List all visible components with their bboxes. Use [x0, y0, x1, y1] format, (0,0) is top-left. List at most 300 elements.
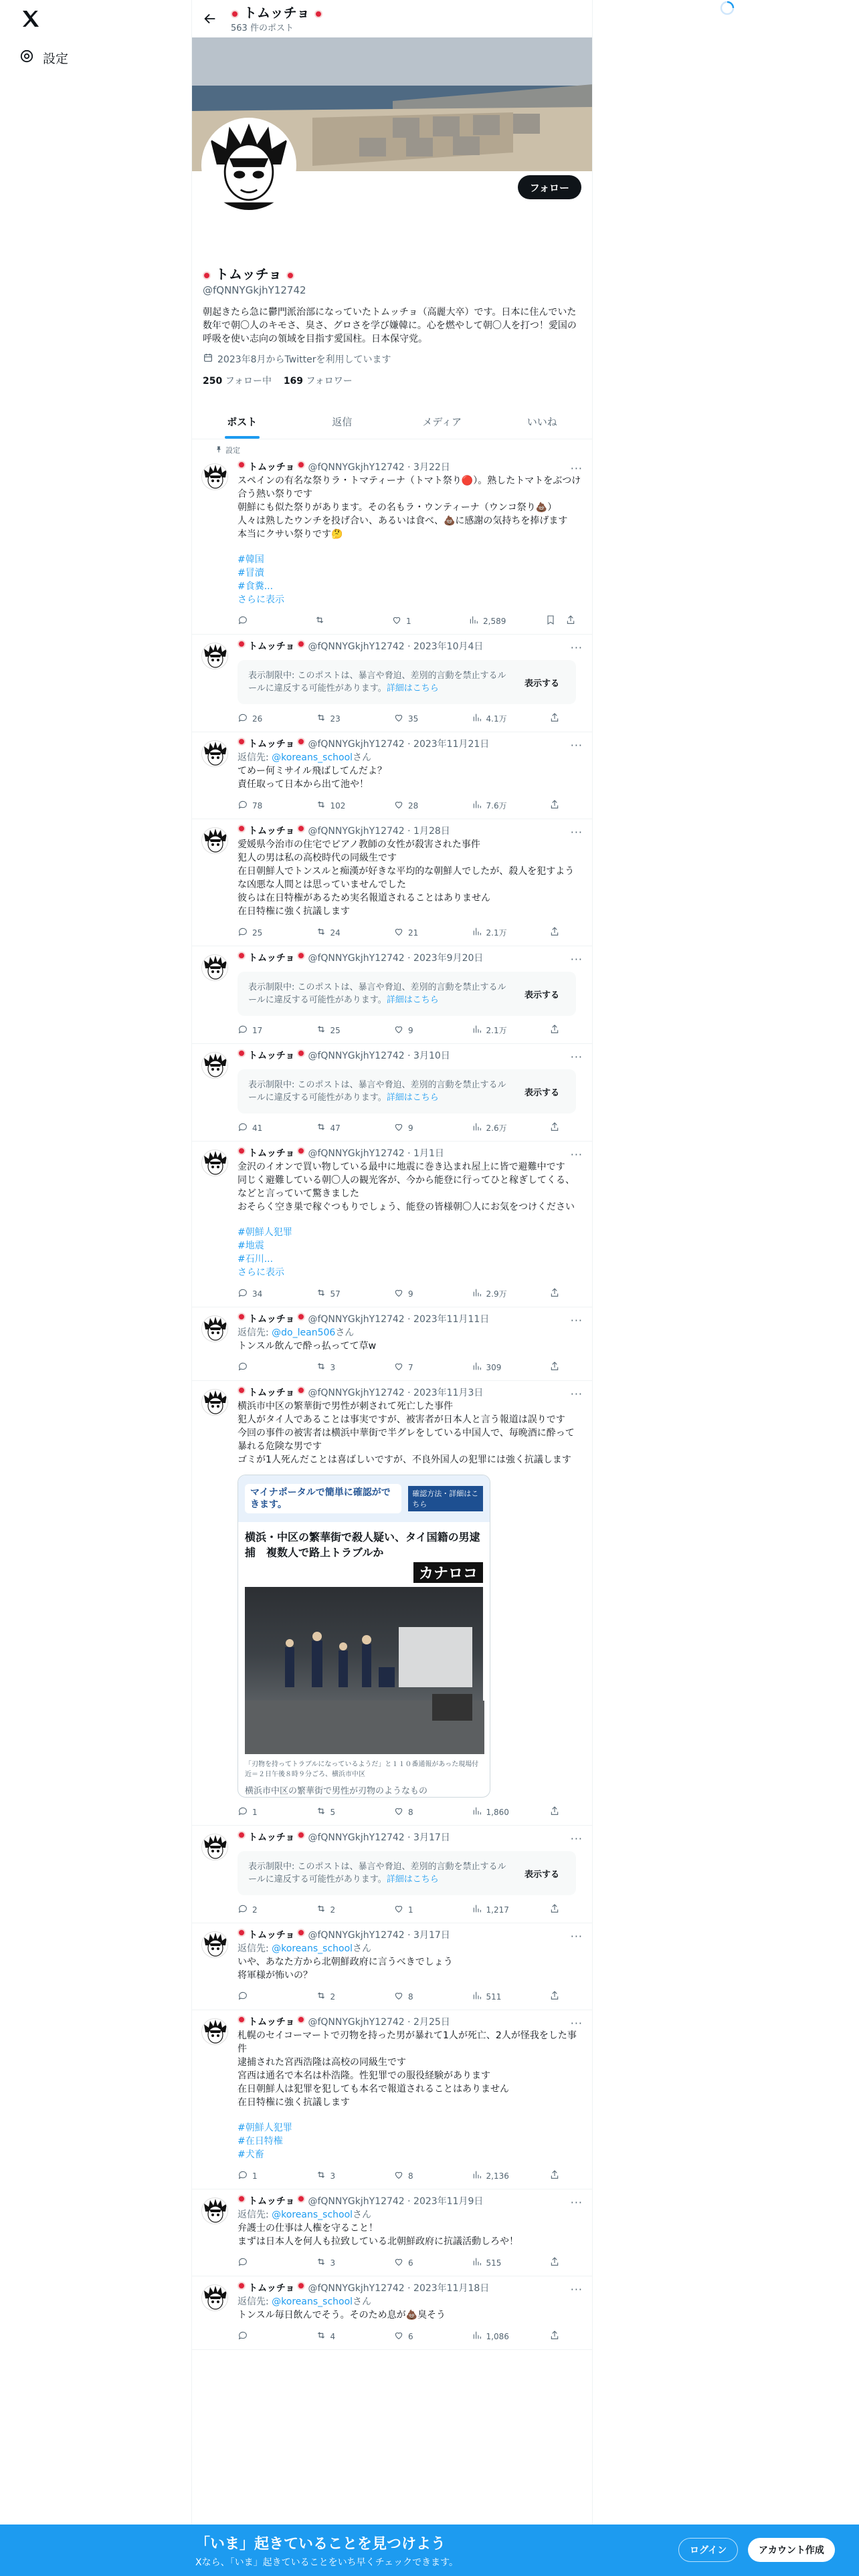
reply-button[interactable]: [237, 1990, 278, 2003]
like-button-count: 9: [408, 1123, 413, 1133]
like-icon: [393, 1287, 404, 1300]
tweet-author-name[interactable]: トムッチョ: [248, 739, 295, 750]
share-icon[interactable]: [549, 1806, 560, 1818]
repost-button[interactable]: [314, 615, 355, 627]
tweet-avatar[interactable]: [201, 1834, 228, 1860]
profile-avatar[interactable]: [201, 118, 296, 213]
reply-context-label: 返信先:: [237, 2210, 272, 2220]
repost-button[interactable]: [316, 1990, 356, 2003]
bookmark-icon[interactable]: [545, 615, 556, 627]
show-more-link[interactable]: さらに表示: [237, 1267, 284, 1278]
like-icon: [393, 799, 404, 812]
tweet-author-name[interactable]: トムッチョ: [248, 953, 295, 964]
views-button-count: 309: [486, 1362, 502, 1372]
views-button[interactable]: [472, 1121, 512, 1134]
reply-context-label: 返信先:: [237, 2296, 272, 2307]
hashtags[interactable]: #朝鮮人犯罪 #在日特権 #犬畜: [237, 2123, 292, 2160]
notice-message: 表示制限中: このポストは、暴言や脅迫、差別的言動を禁止するルールに違反する可能性があります。: [248, 671, 506, 693]
tweet-header: [237, 1386, 581, 1400]
share-icon[interactable]: [549, 1121, 560, 1134]
tweet-meta: @fQNNYGkjhY12742 · 3月17日: [308, 1930, 450, 1941]
reply-context-label: 返信先:: [237, 752, 272, 763]
restricted-notice: [237, 972, 576, 1016]
views-button[interactable]: [472, 2330, 512, 2343]
views-icon: [472, 1024, 482, 1037]
show-button[interactable]: 表示する: [524, 990, 559, 1000]
repost-button-count: 25: [330, 1025, 341, 1035]
tweet[interactable]: [192, 455, 592, 635]
like-button[interactable]: [393, 2256, 434, 2269]
tweet[interactable]: [192, 1307, 592, 1381]
tweet-avatar[interactable]: [201, 2018, 228, 2045]
repost-icon: [314, 615, 325, 627]
more-options-icon[interactable]: ···: [570, 2017, 583, 2030]
more-options-icon[interactable]: ···: [570, 1832, 583, 1845]
japan-flag-icon: [237, 1386, 246, 1394]
more-options-icon[interactable]: ···: [570, 1930, 583, 1943]
details-link[interactable]: 詳細はこちら: [386, 995, 439, 1005]
tweet[interactable]: [192, 732, 592, 819]
bookmark-share-group: [549, 1121, 576, 1134]
views-button-count: 2.1万: [486, 928, 507, 938]
more-options-icon[interactable]: ···: [570, 641, 583, 654]
views-icon: [472, 712, 482, 725]
tweet-avatar[interactable]: [201, 1389, 228, 1416]
tweet[interactable]: [192, 1142, 592, 1307]
reply-button[interactable]: [237, 1361, 278, 1374]
tweet-text: いや、あなた方から北朝鮮政府に言うべきでしょう 将軍様が怖いの？: [237, 1957, 453, 1981]
tweet[interactable]: [192, 635, 592, 732]
tweet[interactable]: [192, 2189, 592, 2276]
views-button-count: 1,086: [486, 2331, 509, 2341]
repost-button-count: 2: [330, 1905, 336, 1915]
views-button-count: 4.1万: [486, 714, 507, 724]
tweet-meta: @fQNNYGkjhY12742 · 2023年11月21日: [308, 739, 490, 750]
like-icon: [393, 2256, 404, 2269]
like-button[interactable]: [393, 712, 434, 725]
more-options-icon[interactable]: ···: [570, 2283, 583, 2296]
repost-button-count: 3: [330, 2171, 336, 2181]
views-button[interactable]: [472, 1287, 512, 1300]
tweet-meta: @fQNNYGkjhY12742 · 3月22日: [308, 462, 450, 473]
share-icon[interactable]: [549, 712, 560, 725]
like-button-count: 8: [408, 1807, 413, 1817]
details-link[interactable]: 詳細はこちら: [386, 1093, 439, 1103]
like-button[interactable]: [393, 2169, 434, 2182]
tweet-text: トンスル毎日飲んでそう。そのため息が💩臭そう: [237, 2310, 446, 2321]
tweet-actions: [237, 1024, 581, 1037]
tab-posts[interactable]: ポスト: [192, 405, 292, 439]
tweet-meta: @fQNNYGkjhY12742 · 2023年11月3日: [308, 1388, 484, 1398]
more-options-icon[interactable]: ···: [570, 1051, 583, 1063]
like-button-count: 8: [408, 2171, 413, 2181]
like-button[interactable]: [393, 1287, 434, 1300]
tweet-author-name[interactable]: トムッチョ: [248, 1051, 295, 1061]
tweet-avatar[interactable]: [201, 643, 228, 669]
tweet-author-name[interactable]: トムッチョ: [248, 826, 295, 837]
like-button-count: 1: [406, 616, 411, 626]
share-icon[interactable]: [549, 1903, 560, 1916]
views-button[interactable]: [472, 1806, 512, 1818]
share-icon[interactable]: [549, 1361, 560, 1374]
pinned-indicator: 設定: [192, 439, 592, 455]
japan-flag-icon: [297, 640, 305, 648]
tweet-author-name[interactable]: トムッチョ: [248, 2017, 295, 2028]
reply-button[interactable]: [237, 1121, 278, 1134]
share-icon[interactable]: [549, 926, 560, 939]
reply-icon: [237, 2169, 248, 2182]
tweet-actions: [237, 1287, 581, 1300]
reply-icon: [237, 1287, 248, 1300]
tweet-meta: @fQNNYGkjhY12742 · 3月10日: [308, 1051, 450, 1061]
tweet-author-name[interactable]: トムッチョ: [248, 1314, 295, 1325]
tweet-avatar[interactable]: [201, 1315, 228, 1342]
share-icon[interactable]: [549, 799, 560, 812]
details-link[interactable]: 詳細はこちら: [386, 1874, 439, 1885]
repost-icon: [316, 1361, 326, 1374]
tweet-author-name[interactable]: トムッチョ: [248, 1388, 295, 1398]
more-options-icon[interactable]: ···: [570, 826, 583, 839]
repost-button-count: 3: [330, 1362, 336, 1372]
like-button[interactable]: [393, 799, 434, 812]
restricted-notice-text: [248, 1860, 512, 1886]
like-icon: [393, 926, 404, 939]
reply-button[interactable]: [237, 1024, 278, 1037]
japan-flag-icon: [237, 2195, 246, 2203]
reply-button[interactable]: [237, 1903, 278, 1916]
reply-button[interactable]: [237, 926, 278, 939]
reply-button[interactable]: [237, 2330, 278, 2343]
repost-button[interactable]: [316, 1903, 356, 1916]
restricted-notice-text: [248, 1079, 512, 1104]
tweet-actions: [237, 1806, 581, 1818]
repost-button[interactable]: [316, 1024, 356, 1037]
restricted-notice-text: [248, 981, 512, 1006]
repost-button-count: 102: [330, 800, 346, 811]
repost-button-count: 5: [330, 1807, 336, 1817]
bookmark-share-group: [545, 615, 576, 627]
like-button-count: 9: [408, 1025, 413, 1035]
show-button[interactable]: 表示する: [524, 678, 559, 689]
views-button[interactable]: [472, 1903, 512, 1916]
tweet-header: [237, 461, 581, 474]
views-button[interactable]: [472, 1990, 512, 2003]
tweet-author-name[interactable]: トムッチョ: [248, 1930, 295, 1941]
reply-context: [237, 1326, 581, 1339]
reply-icon: [237, 1361, 248, 1374]
card-photo: [245, 1587, 483, 1754]
tweet[interactable]: [192, 1381, 592, 1826]
hashtags[interactable]: #朝鮮人犯罪 #地震 #石川...: [237, 1227, 292, 1265]
views-button-count: 2.6万: [486, 1123, 507, 1133]
reply-to-handle[interactable]: @koreans_school: [272, 2210, 353, 2220]
japan-flag-icon: [237, 738, 246, 746]
repost-button[interactable]: [316, 2169, 356, 2182]
tweet-text: 弁護士の仕事は人権を守ること！ まずは日本人を何人も拉致している北朝鮮政府に抗議活動しろや！: [237, 2223, 518, 2247]
more-options-icon[interactable]: ···: [570, 1314, 583, 1327]
tweet-avatar[interactable]: [201, 954, 228, 981]
japan-flag-icon: [297, 2195, 305, 2203]
share-icon[interactable]: [549, 1287, 560, 1300]
japan-flag-icon: [297, 1313, 305, 1321]
bookmark-share-group: [549, 926, 576, 939]
japan-flag-icon: [314, 10, 322, 18]
tweet-header: [237, 2195, 581, 2208]
reply-to-handle[interactable]: @koreans_school: [272, 1943, 353, 1954]
tweet-avatar[interactable]: [201, 1931, 228, 1958]
reply-icon: [237, 1990, 248, 2003]
reply-button[interactable]: [237, 712, 278, 725]
views-icon: [472, 1121, 482, 1134]
card-photo-caption: 「刃物を持ってトラブルになっているようだ」と１１０番通報があった現場付近＝２日午後８時９分ごろ、横浜市中区: [245, 1761, 479, 1778]
tab-replies[interactable]: 返信: [332, 416, 353, 428]
login-button[interactable]: ログイン: [678, 2538, 738, 2562]
tweet-avatar[interactable]: [201, 2284, 228, 2311]
japan-flag-icon: [237, 640, 246, 648]
reply-button-count: 26: [252, 714, 263, 724]
repost-button-count: 47: [330, 1123, 341, 1133]
views-button[interactable]: [472, 1024, 512, 1037]
reply-button-count: 78: [252, 800, 263, 811]
share-icon[interactable]: [565, 615, 576, 627]
banner-title: 「いま」起きていることを見つけよう: [195, 2536, 446, 2553]
like-button-count: 21: [408, 928, 419, 938]
follow-stats: [203, 374, 581, 387]
reply-icon: [237, 2256, 248, 2269]
like-button[interactable]: [393, 926, 434, 939]
tweet-author-name[interactable]: トムッチョ: [248, 1148, 295, 1159]
tweet-author-name[interactable]: トムッチョ: [248, 1832, 295, 1843]
japan-flag-icon: [297, 1831, 305, 1839]
reply-icon: [237, 2330, 248, 2343]
bookmark-share-group: [549, 1287, 576, 1300]
like-icon: [393, 1903, 404, 1916]
restricted-notice: [237, 1069, 576, 1113]
reply-button-count: 41: [252, 1123, 263, 1133]
tweet-header: [237, 1929, 581, 1942]
like-button[interactable]: [393, 1361, 434, 1374]
create-account-button[interactable]: アカウント作成: [748, 2538, 835, 2562]
like-button[interactable]: [393, 1121, 434, 1134]
card-ad-text: マイナポータルで簡単に確認ができます。: [245, 1484, 401, 1513]
tweet[interactable]: [192, 2010, 592, 2189]
japan-flag-icon: [237, 1831, 246, 1839]
views-button-count: 2.1万: [486, 1026, 507, 1035]
reply-icon: [237, 1024, 248, 1037]
profile-bio: 朝起きたら急に鬱門派治部になっていたトムッチョ（高麗大卒）です。日本に住んでいた数年で朝〇人のキモさ、臭さ、グロさを学び嫌韓に。心を燃やして朝〇人を打つ！愛国の呼吸を使い志向の領域を目指す愛国柱。日本保守党。: [203, 307, 577, 344]
like-button[interactable]: [393, 1024, 434, 1037]
gear-icon: [19, 48, 35, 68]
followers-link[interactable]: 169 フォロワー: [283, 376, 353, 387]
views-button-count: 2,136: [486, 2171, 509, 2181]
tweet-avatar[interactable]: [201, 2197, 228, 2224]
profile-info: [192, 263, 592, 387]
repost-button[interactable]: [316, 712, 356, 725]
restricted-notice: [237, 1851, 576, 1895]
tab-likes[interactable]: いいね: [527, 416, 557, 428]
show-button[interactable]: 表示する: [524, 1087, 559, 1098]
reply-context-suffix: さん: [353, 1943, 372, 1954]
repost-button-count: 3: [330, 2258, 336, 2268]
tweet-avatar[interactable]: [201, 740, 228, 767]
tweet-text: トンスル飲んで酔っ払ってて草w: [237, 1341, 377, 1352]
bookmark-share-group: [549, 1024, 576, 1037]
views-button[interactable]: [468, 615, 508, 627]
reply-context: [237, 1942, 581, 1955]
page-title: トムッチョ: [231, 5, 322, 21]
profile-name: トムッチョ: [203, 263, 581, 283]
tweet[interactable]: [192, 2276, 592, 2350]
reply-button[interactable]: [237, 615, 278, 627]
japan-flag-icon: [237, 1049, 246, 1057]
following-link[interactable]: 250 フォロー中: [203, 376, 272, 387]
more-options-icon[interactable]: ···: [570, 739, 583, 752]
tweet-actions: [237, 2256, 581, 2269]
views-button[interactable]: [472, 2256, 512, 2269]
reply-button[interactable]: [237, 2169, 278, 2182]
views-button-count: 2.9万: [486, 1289, 507, 1299]
more-options-icon[interactable]: ···: [570, 2196, 583, 2209]
repost-button[interactable]: [316, 1806, 356, 1818]
tweet-avatar[interactable]: [201, 1150, 228, 1176]
tweet-actions: [237, 2330, 581, 2343]
more-options-icon[interactable]: ···: [570, 1148, 583, 1161]
profile-header: [192, 0, 592, 37]
reply-to-handle[interactable]: @koreans_school: [272, 2296, 353, 2307]
bookmark-share-group: [549, 2330, 576, 2343]
share-icon[interactable]: [549, 2256, 560, 2269]
show-more-link[interactable]: さらに表示: [237, 595, 284, 605]
share-icon[interactable]: [549, 2330, 560, 2343]
like-icon: [393, 1024, 404, 1037]
details-link[interactable]: 詳細はこちら: [386, 683, 439, 693]
repost-button[interactable]: [316, 2330, 356, 2343]
like-button-count: 6: [408, 2258, 413, 2268]
tweet[interactable]: [192, 819, 592, 946]
tweet-avatar[interactable]: [201, 827, 228, 854]
tweet-actions: [237, 2169, 581, 2182]
repost-button-count: 23: [330, 714, 341, 724]
japan-flag-icon: [237, 461, 246, 469]
card-source-logo: カナロコ: [413, 1562, 483, 1583]
reply-to-handle[interactable]: @koreans_school: [272, 752, 353, 763]
hashtags[interactable]: #韓国 #冒瀆 #食糞...: [237, 554, 274, 592]
like-button[interactable]: [393, 1806, 434, 1818]
reply-button-count: 1: [252, 1807, 258, 1817]
repost-button[interactable]: [316, 1287, 356, 1300]
views-button[interactable]: [472, 799, 512, 812]
like-icon: [393, 1121, 404, 1134]
views-button[interactable]: [472, 1361, 512, 1374]
restricted-notice: [237, 660, 576, 704]
back-arrow-icon[interactable]: [203, 11, 217, 26]
like-button-count: 9: [408, 1289, 413, 1299]
card-ad-button: 確認方法・詳細はこちら: [408, 1486, 483, 1511]
views-icon: [472, 1903, 482, 1916]
follow-button[interactable]: フォロー: [518, 175, 581, 199]
reply-context-suffix: さん: [353, 2296, 372, 2307]
reply-button[interactable]: [237, 2256, 278, 2269]
share-icon[interactable]: [549, 1024, 560, 1037]
tweet-text: 横浜市中区の繁華街で男性が刺されて死亡した事件 犯人がタイ人であることは事実ですが、被害者が日本人と言う報道は誤りです 今回の事件の被害者は横浜中華街で半グレをしている中国人で、毎晩酒に酔って暴れる危険な男です ゴミが1人死んだことは喜ばしいですが、不良外国人の犯罪には強く抗議します: [237, 1401, 575, 1465]
views-button[interactable]: [472, 2169, 512, 2182]
reply-context-suffix: さん: [335, 1327, 355, 1338]
tweet[interactable]: [192, 1826, 592, 1923]
x-logo-icon[interactable]: [20, 8, 41, 29]
tweet-author-name[interactable]: トムッチョ: [248, 2283, 295, 2294]
like-button[interactable]: [393, 2330, 434, 2343]
japan-flag-icon: [297, 2016, 305, 2024]
like-button[interactable]: [393, 1903, 434, 1916]
views-icon: [468, 615, 479, 627]
repost-button-count: 57: [330, 1289, 341, 1299]
repost-button[interactable]: [316, 1121, 356, 1134]
reply-button[interactable]: [237, 799, 278, 812]
like-button[interactable]: [391, 615, 432, 627]
share-icon[interactable]: [549, 2169, 560, 2182]
reply-icon: [237, 1121, 248, 1134]
settings-link[interactable]: [19, 48, 68, 68]
japan-flag-icon: [297, 1386, 305, 1394]
like-button[interactable]: [393, 1990, 434, 2003]
japan-flag-icon: [286, 272, 294, 280]
more-options-icon[interactable]: ···: [570, 953, 583, 966]
share-icon[interactable]: [549, 1990, 560, 2003]
tweet-meta: @fQNNYGkjhY12742 · 2023年11月18日: [308, 2283, 490, 2294]
tweet[interactable]: [192, 946, 592, 1044]
repost-button[interactable]: [316, 1361, 356, 1374]
tab-media[interactable]: メディア: [422, 416, 462, 428]
tweet-header: [237, 2282, 581, 2295]
reply-button[interactable]: [237, 1806, 278, 1818]
like-icon: [393, 1361, 404, 1374]
repost-button[interactable]: [316, 926, 356, 939]
card-excerpt: 横浜市中区の繁華街で男性が刃物のようなもの: [245, 1786, 428, 1796]
reply-button-count: 1: [252, 2171, 258, 2181]
reply-context: [237, 751, 581, 764]
tweet-author-name[interactable]: トムッチョ: [248, 2196, 295, 2207]
reply-button[interactable]: [237, 1287, 278, 1300]
repost-icon: [316, 799, 326, 812]
signup-banner: [0, 2525, 859, 2576]
show-button[interactable]: 表示する: [524, 1869, 559, 1880]
tweet-author-name[interactable]: トムッチョ: [248, 462, 295, 473]
link-card[interactable]: [237, 1475, 490, 1798]
tweet-avatar[interactable]: [201, 463, 228, 490]
tweet[interactable]: [192, 1044, 592, 1142]
repost-icon: [316, 926, 326, 939]
tweet-author-name[interactable]: トムッチョ: [248, 641, 295, 652]
more-options-icon[interactable]: ···: [570, 1388, 583, 1400]
joined-date: 2023年8月からTwitterを利用しています: [203, 352, 581, 366]
repost-icon: [316, 2256, 326, 2269]
japan-flag-icon: [237, 2282, 246, 2290]
tweet-header: [237, 738, 581, 751]
views-button[interactable]: [472, 926, 512, 939]
repost-button[interactable]: [316, 799, 356, 812]
restricted-notice-text: [248, 669, 512, 695]
tweet-avatar[interactable]: [201, 1052, 228, 1079]
timeline: [192, 455, 592, 2350]
repost-button[interactable]: [316, 2256, 356, 2269]
views-icon: [472, 1990, 482, 2003]
like-icon: [393, 1990, 404, 2003]
reply-to-handle[interactable]: @do_lean506: [272, 1327, 336, 1338]
banner-subtitle: Xなら、「いま」起きていることをいち早くチェックできます。: [195, 2557, 459, 2568]
tweet[interactable]: [192, 1923, 592, 2010]
views-button[interactable]: [472, 712, 512, 725]
more-options-icon[interactable]: ···: [570, 462, 583, 475]
